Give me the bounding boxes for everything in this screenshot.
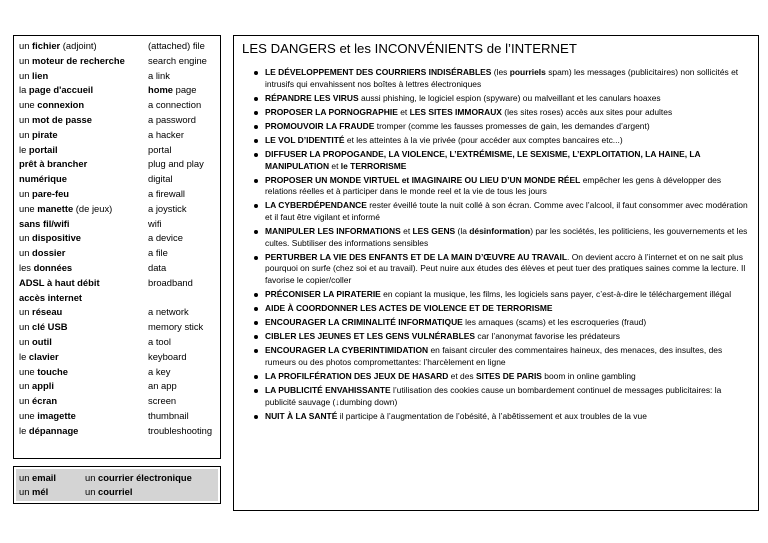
text: a firewall	[148, 187, 185, 199]
danger-item	[253, 303, 752, 315]
text: wifi	[148, 217, 162, 229]
vocab-row	[19, 424, 218, 439]
email-term	[19, 485, 85, 499]
danger-item	[253, 121, 752, 133]
text: les	[19, 261, 34, 273]
text: un	[19, 247, 33, 259]
vocab-french-term	[19, 335, 148, 350]
bold-text: ENCOURAGER LA CYBERINTIMIDATION	[265, 345, 429, 356]
vocab-french-term	[19, 320, 148, 335]
bold-text: LES SITES IMMORAUX	[409, 106, 502, 117]
bold-text: courriel	[98, 486, 133, 497]
text: a device	[148, 232, 183, 244]
bold-text: SITES DE PARIS	[475, 371, 542, 382]
bold-text: pirate	[32, 128, 58, 140]
text: en copiant la musique, les films, les logiciels sans payer, c’est-à-dire le téléchargement illégal	[380, 289, 732, 300]
vocab-row	[19, 98, 218, 113]
text: an app	[148, 380, 177, 392]
vocab-row	[19, 69, 218, 84]
text: un	[19, 187, 33, 199]
text: car l’anonymat favorise les prédateurs	[475, 331, 620, 342]
vocab-row	[19, 172, 218, 187]
bold-text: dispositive	[32, 232, 82, 244]
vocab-english-term	[148, 350, 218, 365]
vocab-row	[19, 320, 218, 335]
email-glossary	[13, 466, 221, 504]
bold-text: LES GENS	[412, 226, 456, 237]
vocab-english-term	[148, 83, 218, 98]
vocab-english-term	[148, 231, 218, 246]
vocab-row	[19, 54, 218, 69]
text: la	[19, 84, 29, 96]
vocab-french-term	[19, 350, 148, 365]
text: keyboard	[148, 350, 187, 362]
text: plug and play	[148, 158, 204, 170]
text: a tool	[148, 335, 171, 347]
bold-text: LE VOL D’IDENTITÉ	[265, 134, 345, 145]
bold-text: PROMOUVOIR LA FRAUDE	[265, 120, 375, 131]
vocab-glossary	[13, 35, 221, 459]
bold-text: prêt à brancher	[19, 158, 88, 170]
text: une	[19, 365, 38, 377]
text: (adjoint)	[60, 40, 97, 51]
text: thumbnail	[148, 409, 189, 421]
vocab-french-term	[19, 424, 148, 439]
vocab-english-term	[148, 143, 218, 158]
bold-text: page d'accueil	[28, 84, 94, 96]
bold-text: fichier	[32, 40, 61, 51]
text: a key	[148, 365, 171, 377]
text: un	[19, 69, 33, 81]
danger-item	[253, 93, 752, 105]
bold-text: désinformation	[469, 226, 531, 237]
vocab-row	[19, 217, 218, 232]
vocab-french-term	[19, 113, 148, 128]
bold-text: pourriels	[509, 67, 546, 77]
vocab-row	[19, 261, 218, 276]
vocab-english-term	[148, 157, 218, 172]
vocab-english-term	[148, 128, 218, 143]
vocab-french-term	[19, 291, 148, 306]
bold-text: moteur de recherche	[32, 54, 125, 66]
text: et	[400, 226, 413, 237]
bold-text: lien	[32, 69, 49, 81]
text: a hacker	[148, 128, 184, 140]
bold-text: RÉPANDRE LES VIRUS	[265, 92, 359, 103]
text: en faisant circuler des commentaires haineux, des menaces, des insultes, des rumeurs ou des photos compromettantes: l’harcèlement en ligne	[265, 345, 723, 368]
bold-text: outil	[32, 335, 52, 347]
vocab-english-term	[148, 409, 218, 424]
text: data	[148, 261, 167, 273]
text: memory stick	[148, 321, 204, 333]
danger-item	[253, 149, 752, 172]
vocab-french-term	[19, 39, 148, 54]
text: (attached) file	[148, 40, 205, 51]
vocab-french-term	[19, 202, 148, 217]
bold-text: réseau	[32, 306, 63, 318]
text: aussi phishing, le logiciel espion (spyware) ou malveillant et les canulars hoaxes	[358, 92, 661, 103]
text: et des	[448, 371, 476, 382]
text: et	[397, 106, 410, 117]
bold-text: MANIPULER LES INFORMATIONS	[265, 226, 401, 237]
vocab-french-term	[19, 143, 148, 158]
text: portal	[148, 143, 172, 155]
vocab-french-term	[19, 217, 148, 232]
vocab-english-term	[148, 246, 218, 261]
bold-text: ENCOURAGER LA CRIMINALITÉ INFORMATIQUE	[265, 317, 463, 328]
bold-text: appli	[32, 380, 54, 392]
text: a link	[148, 69, 170, 81]
vocab-english-term	[148, 172, 218, 187]
bold-text: clé USB	[32, 321, 68, 333]
danger-item	[253, 67, 752, 90]
text: un	[19, 472, 33, 483]
danger-item	[253, 371, 752, 383]
bold-text: LA CYBERDÉPENDANCE	[265, 200, 367, 211]
text: un	[85, 486, 99, 497]
vocab-french-term	[19, 246, 148, 261]
vocab-english-term	[148, 305, 218, 320]
text: le	[19, 350, 29, 362]
vocab-french-term	[19, 231, 148, 246]
danger-item	[253, 135, 752, 147]
vocab-french-term	[19, 83, 148, 98]
text: un	[19, 486, 33, 497]
bold-text: le TERRORISME	[340, 160, 407, 171]
text: rester éveillé toute la nuit collé à son écran. Comme avec l’alcool, il faut consommer avec modération et il faut être vigilant et informé	[265, 200, 748, 223]
vocab-english-term	[148, 202, 218, 217]
vocab-french-term	[19, 394, 148, 409]
vocab-row	[19, 202, 218, 217]
text: et	[329, 160, 341, 171]
vocab-english-term	[148, 187, 218, 202]
vocab-english-term	[148, 39, 218, 54]
dangers-panel	[233, 35, 759, 511]
text: (les	[491, 67, 510, 77]
email-synonym	[85, 471, 192, 485]
bold-text: email	[32, 472, 57, 483]
text: le	[19, 424, 29, 436]
bold-text: PERTURBER LA VIE DES ENFANTS ET DE LA MAIN D’ŒUVRE AU TRAVAIL	[265, 251, 568, 262]
bold-text: écran	[32, 395, 58, 407]
text: un	[19, 232, 33, 244]
bold-text: DIFFUSER LA PROPOGANDE, LA VIOLENCE, L’EXTRÉMISME, LE SEXISME, L’EXPLOITATION, LA HAINE, LA MANIPULATION	[265, 149, 701, 171]
danger-item	[253, 411, 752, 423]
vocab-row	[19, 128, 218, 143]
text: tromper (comme les fausses promesses de gain, les demandes d’argent)	[374, 120, 650, 131]
text: search engine	[148, 54, 207, 66]
vocab-french-term	[19, 276, 148, 291]
text: le	[19, 143, 29, 155]
vocab-french-term	[19, 69, 148, 84]
vocab-french-term	[19, 157, 148, 172]
vocab-english-term	[148, 365, 218, 380]
text: un	[19, 54, 33, 66]
vocab-french-term	[19, 365, 148, 380]
vocab-french-term	[19, 409, 148, 424]
vocab-french-term	[19, 128, 148, 143]
vocab-row	[19, 409, 218, 424]
vocab-english-term	[148, 113, 218, 128]
vocab-french-term	[19, 379, 148, 394]
bold-text: NUIT À LA SANTÉ	[265, 410, 338, 421]
vocab-english-term	[148, 98, 218, 113]
bold-text: sans fil/wifi	[19, 217, 70, 229]
vocab-french-term	[19, 54, 148, 69]
email-synonym	[85, 485, 132, 499]
bold-text: données	[33, 261, 73, 273]
text: (la	[455, 226, 470, 237]
text: une	[19, 409, 38, 421]
vocab-row	[19, 276, 218, 291]
text: a network	[148, 306, 189, 318]
vocab-english-term	[148, 276, 218, 291]
bold-text: CIBLER LES JEUNES ET LES GENS VULNÉRABLES	[265, 331, 476, 342]
danger-item	[253, 317, 752, 329]
vocab-row	[19, 350, 218, 365]
bold-text: mél	[32, 486, 49, 497]
text: ) par les sociétés, les politiciens, les gouvernements et les cultes. Subtiliser des informations sensibles	[265, 226, 748, 248]
bold-text: accès internet	[19, 291, 83, 303]
bold-text: mot de passe	[32, 113, 92, 125]
vocab-row	[19, 83, 218, 98]
bold-text: connexion	[37, 99, 85, 111]
bold-text: LA PROFILFÉRATION DES JEUX DE HASARD	[265, 371, 449, 382]
vocab-row	[19, 231, 218, 246]
text: un	[19, 128, 33, 140]
bold-text: clavier	[28, 350, 59, 362]
vocab-english-term	[148, 335, 218, 350]
danger-item	[253, 226, 752, 249]
bold-text: numérique	[19, 173, 67, 185]
bold-text: PROPOSER UN MONDE VIRTUEL et IMAGINAIRE OU LIEU D’UN MONDE RÉEL	[265, 174, 581, 185]
vocab-row	[19, 187, 218, 202]
vocab-english-term	[148, 69, 218, 84]
text: il participe à l’augmentation de l’obésité, à l’abêtissement et aux troubles de la vue	[337, 410, 647, 421]
vocab-row	[19, 246, 218, 261]
vocab-row	[19, 143, 218, 158]
vocab-row	[19, 113, 218, 128]
bold-text: pare-feu	[32, 187, 70, 199]
vocab-english-term	[148, 379, 218, 394]
bold-text: portail	[28, 143, 58, 155]
text: a connection	[148, 99, 202, 111]
text: . On devient accro à l’internet et on ne sait plus pourquoi on surfe (chez soi et au travail). Peut nuire aux études des élèves et peut tuer des pratiques saines comme la lecture. Il favorise le copier/coller	[265, 251, 746, 285]
text: un	[19, 380, 33, 392]
danger-item	[253, 252, 752, 287]
text: screen	[148, 395, 177, 407]
danger-item	[253, 345, 752, 368]
text: une	[19, 99, 38, 111]
text: un	[19, 335, 33, 347]
text: un	[19, 306, 33, 318]
vocab-row	[19, 379, 218, 394]
vocab-french-term	[19, 261, 148, 276]
vocab-english-term	[148, 54, 218, 69]
email-row	[19, 471, 215, 485]
dangers-list	[240, 67, 752, 423]
dangers-title: LES DANGERS et les INCONVÉNIENTS de l’INTERNET	[242, 41, 577, 56]
text: a joystick	[148, 202, 187, 214]
vocab-english-term	[148, 394, 218, 409]
vocab-row	[19, 291, 218, 306]
text: page	[173, 84, 197, 96]
text: un	[19, 321, 33, 333]
bold-text: AIDE À COORDONNER LES ACTES DE VIOLENCE ET DE TERRORISME	[265, 303, 553, 314]
bold-text: dépannage	[28, 424, 79, 436]
vocab-english-term	[148, 261, 218, 276]
text: les arnaques (scams) et les escroqueries (fraud)	[462, 317, 647, 328]
vocab-french-term	[19, 305, 148, 320]
vocab-french-term	[19, 98, 148, 113]
text: digital	[148, 173, 173, 185]
text: l’utilisation des cookies cause un bombardement continuel de messages publicitaires: la publicité sauvage (↓dumbing down)	[265, 385, 722, 407]
danger-item	[253, 200, 752, 223]
vocab-row	[19, 39, 218, 54]
vocab-french-term	[19, 187, 148, 202]
danger-item	[253, 289, 752, 301]
bold-text: ADSL à haut débit	[19, 276, 100, 288]
text: et les atteintes à la vie privée (pour accéder aux comptes bancaires etc...)	[344, 134, 623, 145]
danger-item	[253, 331, 752, 343]
text: une	[19, 202, 38, 214]
bold-text: home	[148, 84, 174, 96]
text: un	[19, 40, 33, 51]
danger-item	[253, 107, 752, 119]
text: empêcher les gens à développer des relations réelles et à participer dans le monde reel et la vie de tous les jours	[265, 174, 722, 197]
text: boom in online gambling	[541, 371, 636, 382]
bold-text: PRÉCONISER LA PIRATERIE	[265, 289, 381, 300]
email-row	[19, 485, 215, 499]
text: troubleshooting	[148, 424, 213, 436]
bold-text: dossier	[32, 247, 66, 259]
text: (de jeux)	[73, 202, 113, 214]
vocab-english-term	[148, 291, 218, 306]
email-term	[19, 471, 85, 485]
text: broadband	[148, 276, 193, 288]
bold-text: LA PUBLICITÉ ENVAHISSANTE	[265, 385, 391, 396]
vocab-row	[19, 335, 218, 350]
vocab-english-term	[148, 424, 218, 439]
danger-item	[253, 175, 752, 198]
bold-text: courrier électronique	[98, 472, 192, 483]
text: un	[19, 395, 33, 407]
text: un	[19, 113, 33, 125]
text: spam) les messages (publicitaires) non sollicités et intrusifs qui envahissent nos boîtes à lettres électroniques	[265, 67, 739, 89]
email-glossary-shading	[16, 469, 218, 501]
vocab-french-term	[19, 172, 148, 187]
bold-text: imagette	[37, 409, 76, 421]
text: un	[85, 472, 99, 483]
bold-text: manette	[37, 202, 74, 214]
vocab-row	[19, 394, 218, 409]
bold-text: touche	[37, 365, 68, 377]
vocab-row	[19, 305, 218, 320]
text: a password	[148, 113, 196, 125]
vocab-row	[19, 365, 218, 380]
text: a file	[148, 247, 168, 259]
vocab-english-term	[148, 217, 218, 232]
bold-text: LE DÉVELOPPEMENT DES COURRIERS INDISÉRABLES	[265, 67, 492, 77]
text: (les sites roses) accès aux sites pour adultes	[501, 106, 673, 117]
danger-item	[253, 385, 752, 408]
vocab-row	[19, 157, 218, 172]
vocab-english-term	[148, 320, 218, 335]
bold-text: PROPOSER LA PORNOGRAPHIE	[265, 106, 398, 117]
